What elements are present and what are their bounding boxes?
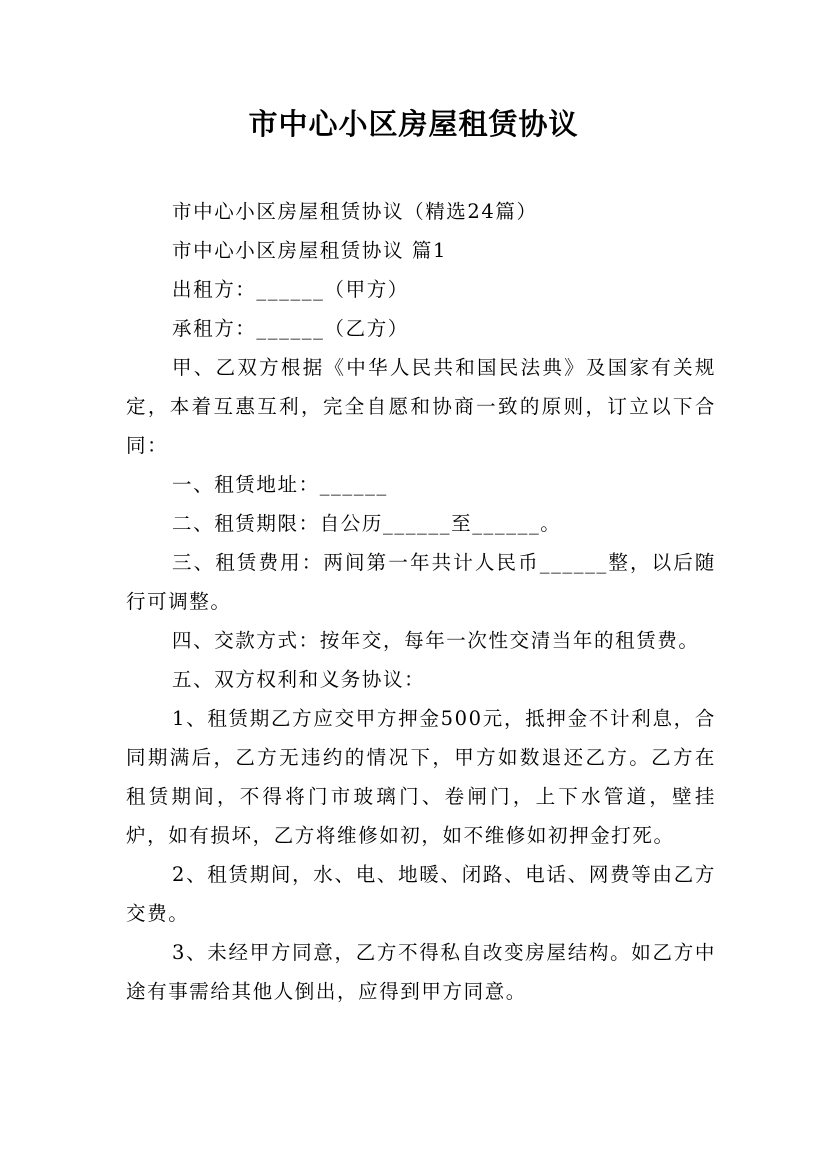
paragraph-lessee: 承租方：______（乙方） (172, 317, 409, 340)
paragraph-item-2: 2、租赁期间，水、电、地暖、闭路、电话、网费等由乙方交费。 (126, 863, 716, 925)
document-title: 市中心小区房屋租赁协议 (248, 107, 579, 141)
paragraph-subtitle: 市中心小区房屋租赁协议（精选24篇） (172, 200, 538, 223)
paragraph-clause-payment: 四、交款方式：按年交，每年一次性交清当年的租赁费。 (172, 629, 700, 652)
paragraph-section-heading: 市中心小区房屋租赁协议 篇1 (172, 239, 448, 262)
document-body (126, 192, 716, 1011)
paragraph-clause-rights: 五、双方权利和义务协议： (172, 668, 426, 691)
paragraph-clause-term: 二、租赁期限：自公历______至______。 (172, 512, 562, 535)
paragraph-clause-fee: 三、租赁费用：两间第一年共计人民币______整，以后随行可调整。 (126, 551, 716, 613)
paragraph-clause-address: 一、租赁地址：______ (172, 473, 388, 496)
paragraph-item-3: 3、未经甲方同意，乙方不得私自改变房屋结构。如乙方中途有事需给其他人倒出，应得到甲方同意。 (126, 941, 716, 1003)
paragraph-lessor: 出租方：______（甲方） (172, 278, 409, 301)
paragraph-item-1: 1、租赁期乙方应交甲方押金500元，抵押金不计利息，合同期满后，乙方无违约的情况下，甲方如数退还乙方。乙方在租赁期间，不得将门市玻璃门、卷闸门，上下水管道，壁挂炉，如有损坏，乙方将维修如初，如不维修如初押金打死。 (126, 707, 716, 847)
paragraph-preamble: 甲、乙双方根据《中华人民共和国民法典》及国家有关规定，本着互惠互利，完全自愿和协商一致的原则，订立以下合同： (126, 356, 716, 457)
